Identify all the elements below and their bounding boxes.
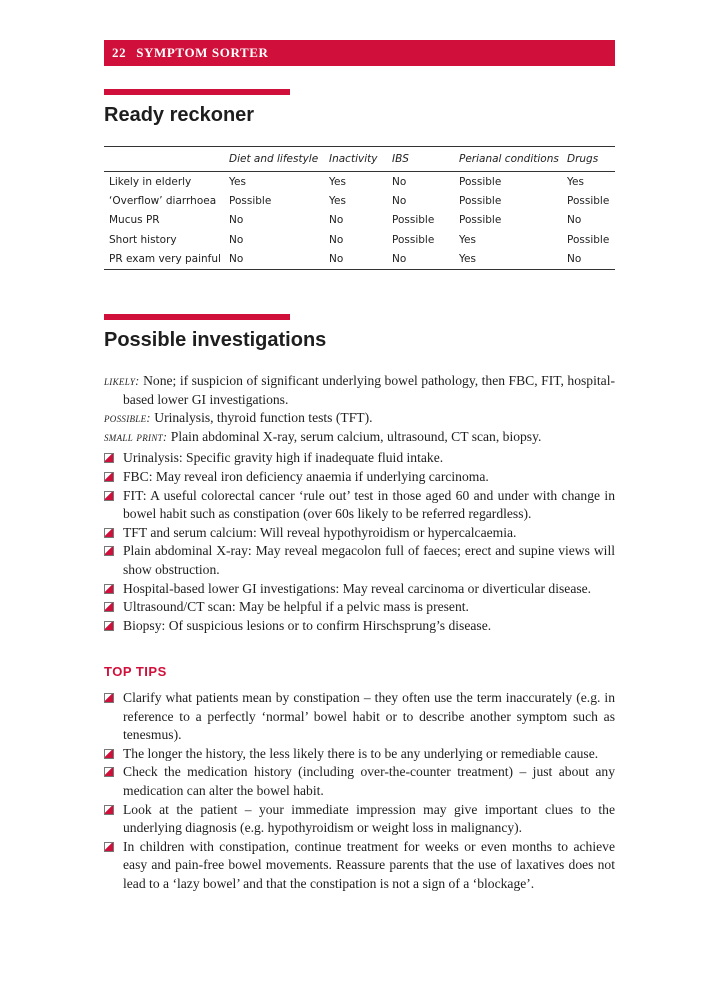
table-cell: No [567, 214, 582, 227]
table-cell: No [229, 233, 244, 246]
list-item: FIT: A useful colorectal cancer ‘rule out’ test in those aged 60 and under with change in bowel habit such as constipation (over 60s likely to be referred regardless). [104, 487, 615, 524]
possible-text: Urinalysis, thyroid function tests (TFT). [150, 410, 373, 426]
investigations-list [104, 449, 615, 635]
row-label: ‘Overflow’ diarrhoea [109, 195, 217, 208]
list-item: The longer the history, the less likely there is to be any underlying or remediable cause. [104, 745, 615, 764]
table-cell: Yes [329, 195, 346, 208]
small-print-paragraph [104, 428, 615, 447]
small-print-text: Plain abdominal X-ray, serum calcium, ultrasound, CT scan, biopsy. [167, 428, 542, 444]
table-cell: Yes [567, 175, 584, 188]
red-square-bullet-icon [104, 693, 114, 703]
table-cell: No [567, 250, 615, 270]
investigations-body [104, 372, 615, 635]
red-square-bullet-icon [104, 546, 114, 556]
list-item: Check the medication history (including over-the-counter treatment) – just about any medication can alter the bowel habit. [104, 763, 615, 800]
table-row [104, 230, 615, 249]
table-cell: Yes [459, 250, 567, 270]
top-tips-body [104, 689, 615, 894]
red-square-bullet-icon [104, 491, 114, 501]
row-label: Likely in elderly [109, 175, 192, 188]
table-cell: Possible [459, 214, 502, 227]
table-cell: No [329, 214, 344, 227]
table-cell: Possible [229, 195, 272, 208]
column-header: IBS [392, 147, 459, 172]
top-tips-heading: TOP TIPS [104, 664, 167, 679]
likely-text: None; if suspicion of significant underlying bowel pathology, then FBC, FIT, hospital-based lower GI investigations. [123, 373, 615, 407]
red-square-bullet-icon [104, 472, 114, 482]
table-cell: Possible [392, 214, 435, 227]
ready-reckoner-table [104, 146, 615, 270]
table-cell: No [229, 250, 329, 270]
running-title: SYMPTOM SORTER [136, 45, 269, 60]
row-label: Mucus PR [109, 214, 160, 227]
likely-tag: likely: [104, 374, 140, 388]
table-header-row [104, 147, 615, 172]
table-cell: No [392, 195, 407, 208]
row-label: Short history [109, 233, 177, 246]
column-header: Diet and lifestyle [229, 147, 329, 172]
table-cell: Yes [329, 175, 346, 188]
red-square-bullet-icon [104, 528, 114, 538]
list-item: FBC: May reveal iron deficiency anaemia if underlying carcinoma. [104, 468, 615, 487]
red-square-bullet-icon [104, 749, 114, 759]
section-rule [104, 314, 290, 320]
list-item: In children with constipation, continue treatment for weeks or even months to achieve easy and pain-free bowel movements. Reassure parents that the use of laxatives does not lead to a ‘lazy bowel’ and that the constipation is not a sign of a ‘blockage’. [104, 838, 615, 894]
list-item: Ultrasound/CT scan: May be helpful if a pelvic mass is present. [104, 598, 615, 617]
table-row [104, 211, 615, 230]
list-item: Clarify what patients mean by constipation – they often use the term inaccurately (e.g. in reference to a perfectly ‘normal’ bowel habit or to describe another symptom such as tenesmus). [104, 689, 615, 745]
table-row [104, 250, 615, 270]
ready-reckoner-heading: Ready reckoner [104, 104, 255, 126]
small-print-tag: small print: [104, 429, 168, 444]
column-header: Inactivity [329, 147, 392, 172]
possible-investigations-heading: Possible investigations [104, 329, 327, 351]
table-cell: No [392, 250, 459, 270]
list-item: Look at the patient – your immediate impression may give important clues to the underlying diagnosis (e.g. hypothyroidism or weight loss in malignancy). [104, 801, 615, 838]
table-cell: Possible [567, 195, 610, 208]
table-cell: No [229, 214, 244, 227]
list-item: Plain abdominal X-ray: May reveal megacolon full of faeces; erect and supine views will show obstruction. [104, 542, 615, 579]
red-square-bullet-icon [104, 621, 114, 631]
red-square-bullet-icon [104, 842, 114, 852]
column-header: Drugs [567, 147, 615, 172]
red-square-bullet-icon [104, 805, 114, 815]
table-row [104, 172, 615, 192]
table-cell: Possible [392, 233, 435, 246]
possible-paragraph [104, 409, 615, 428]
table-cell: Possible [567, 233, 610, 246]
table-cell: Yes [229, 175, 246, 188]
red-square-bullet-icon [104, 453, 114, 463]
row-label: PR exam very painful [104, 250, 229, 270]
section-rule [104, 89, 290, 95]
table-cell: No [329, 250, 392, 270]
table-cell: Possible [459, 175, 502, 188]
red-square-bullet-icon [104, 602, 114, 612]
running-header [104, 40, 615, 66]
table-cell: Yes [459, 233, 476, 246]
possible-tag: possible: [104, 411, 151, 426]
table-cell: No [392, 175, 407, 188]
table-cell: No [329, 233, 344, 246]
red-square-bullet-icon [104, 767, 114, 777]
column-header: Perianal conditions [459, 147, 567, 172]
likely-paragraph [104, 372, 615, 409]
list-item: TFT and serum calcium: Will reveal hypothyroidism or hypercalcaemia. [104, 524, 615, 543]
list-item: Urinalysis: Specific gravity high if inadequate fluid intake. [104, 449, 615, 468]
table-row [104, 191, 615, 210]
list-item: Biopsy: Of suspicious lesions or to confirm Hirschsprung’s disease. [104, 617, 615, 636]
page-number: 22 [112, 45, 127, 60]
top-tips-list [104, 689, 615, 894]
list-item: Hospital-based lower GI investigations: May reveal carcinoma or diverticular disease. [104, 580, 615, 599]
table-cell: Possible [459, 195, 502, 208]
red-square-bullet-icon [104, 584, 114, 594]
column-header [104, 147, 229, 172]
